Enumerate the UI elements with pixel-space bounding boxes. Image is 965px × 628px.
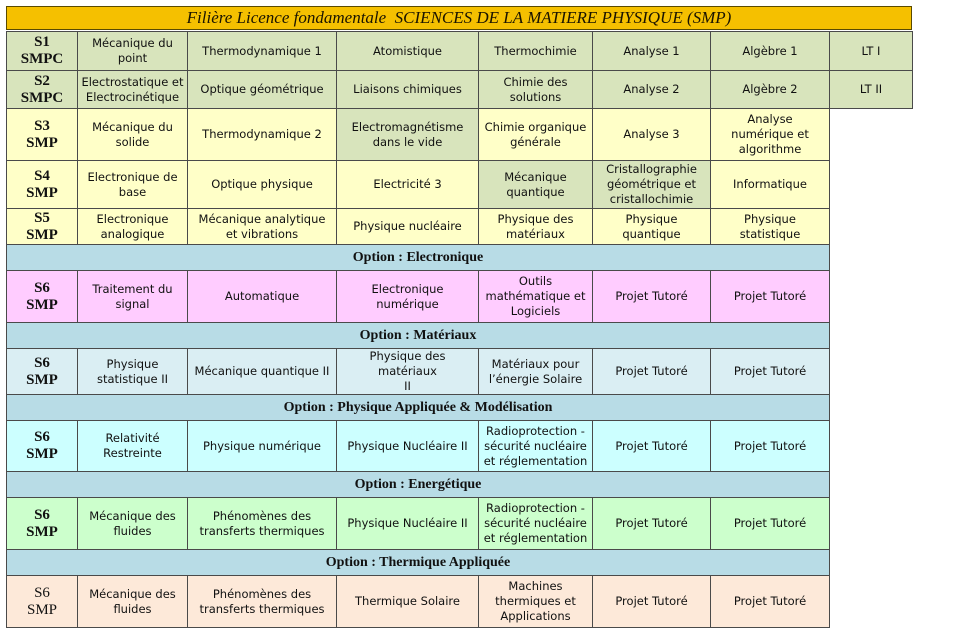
option-header: Option : Thermique Appliquée	[6, 549, 830, 576]
module-cell: Cristallographie géométrique et cristallochimie	[592, 160, 711, 209]
module-cell: Automatique	[187, 270, 337, 323]
module-cell: Traitement du signal	[77, 270, 188, 323]
semester-label: S6 SMP	[6, 348, 78, 395]
module-cell: LT I	[829, 31, 913, 71]
module-cell: Electronique analogique	[77, 208, 188, 245]
module-cell: Physique numérique	[187, 420, 337, 472]
page-title: Filière Licence fondamentale SCIENCES DE LA MATIERE PHYSIQUE (SMP)	[6, 6, 912, 30]
module-cell: Physique des matériaux	[478, 208, 593, 245]
module-cell: Phénomènes des transferts thermiques	[187, 575, 337, 628]
module-cell: Analyse numérique et algorithme	[710, 108, 830, 161]
module-cell: Mécanique du point	[77, 31, 188, 71]
module-cell: LT II	[829, 70, 913, 109]
semester-label: S1 SMPC	[6, 31, 78, 71]
module-cell: Analyse 3	[592, 108, 711, 161]
module-cell: Thermodynamique 1	[187, 31, 337, 71]
module-cell: Physique Nucléaire II	[336, 420, 479, 472]
module-cell: Projet Tutoré	[592, 270, 711, 323]
module-cell: Physique statistique II	[77, 348, 188, 395]
module-cell: Phénomènes des transferts thermiques	[187, 497, 337, 550]
module-cell: Electromagnétisme dans le vide	[336, 108, 479, 161]
module-cell: Projet Tutoré	[710, 420, 830, 472]
module-cell: Analyse 1	[592, 31, 711, 71]
module-cell: Projet Tutoré	[592, 497, 711, 550]
module-cell: Thermochimie	[478, 31, 593, 71]
option-header: Option : Energétique	[6, 471, 830, 498]
module-cell: Analyse 2	[592, 70, 711, 109]
option-header: Option : Physique Appliquée & Modélisation	[6, 394, 830, 421]
module-cell: Electronique de base	[77, 160, 188, 209]
module-cell: Electronique numérique	[336, 270, 479, 323]
module-cell: Projet Tutoré	[710, 575, 830, 628]
semester-label: S4 SMP	[6, 160, 78, 209]
module-cell: Optique physique	[187, 160, 337, 209]
module-cell: Chimie organique générale	[478, 108, 593, 161]
module-cell: Mécanique quantique	[478, 160, 593, 209]
module-cell: Physique Nucléaire II	[336, 497, 479, 550]
module-cell: Radioprotection - sécurité nucléaire et réglementation	[478, 420, 593, 472]
module-cell: Relativité Restreinte	[77, 420, 188, 472]
module-cell: Electricité 3	[336, 160, 479, 209]
module-cell: Projet Tutoré	[592, 348, 711, 395]
module-cell: Electrostatique et Electrocinétique	[77, 70, 188, 109]
module-cell: Atomistique	[336, 31, 479, 71]
semester-label: S5 SMP	[6, 208, 78, 245]
module-cell: Projet Tutoré	[710, 270, 830, 323]
semester-label: S6 SMP	[6, 575, 78, 628]
module-cell: Informatique	[710, 160, 830, 209]
semester-label: S6 SMP	[6, 270, 78, 323]
module-cell: Mécanique des fluides	[77, 575, 188, 628]
module-cell: Thermodynamique 2	[187, 108, 337, 161]
module-cell: Algèbre 1	[710, 31, 830, 71]
module-cell: Physique nucléaire	[336, 208, 479, 245]
semester-label: S6 SMP	[6, 497, 78, 550]
module-cell: Thermique Solaire	[336, 575, 479, 628]
module-cell: Physique des matériaux II	[336, 348, 479, 395]
module-cell: Mécanique quantique II	[187, 348, 337, 395]
semester-label: S3 SMP	[6, 108, 78, 161]
module-cell: Projet Tutoré	[592, 575, 711, 628]
module-cell: Radioprotection - sécurité nucléaire et réglementation	[478, 497, 593, 550]
module-cell: Mécanique du solide	[77, 108, 188, 161]
module-cell: Physique quantique	[592, 208, 711, 245]
semester-label: S2 SMPC	[6, 70, 78, 109]
module-cell: Projet Tutoré	[710, 497, 830, 550]
module-cell: Outils mathématique et Logiciels	[478, 270, 593, 323]
option-header: Option : Electronique	[6, 244, 830, 271]
module-cell: Mécanique des fluides	[77, 497, 188, 550]
module-cell: Matériaux pour l’énergie Solaire	[478, 348, 593, 395]
option-header: Option : Matériaux	[6, 322, 830, 349]
module-cell: Projet Tutoré	[592, 420, 711, 472]
module-cell: Liaisons chimiques	[336, 70, 479, 109]
module-cell: Optique géométrique	[187, 70, 337, 109]
module-cell: Projet Tutoré	[710, 348, 830, 395]
module-cell: Physique statistique	[710, 208, 830, 245]
module-cell: Algèbre 2	[710, 70, 830, 109]
module-cell: Mécanique analytique et vibrations	[187, 208, 337, 245]
module-cell: Machines thermiques et Applications	[478, 575, 593, 628]
module-cell: Chimie des solutions	[478, 70, 593, 109]
semester-label: S6 SMP	[6, 420, 78, 472]
